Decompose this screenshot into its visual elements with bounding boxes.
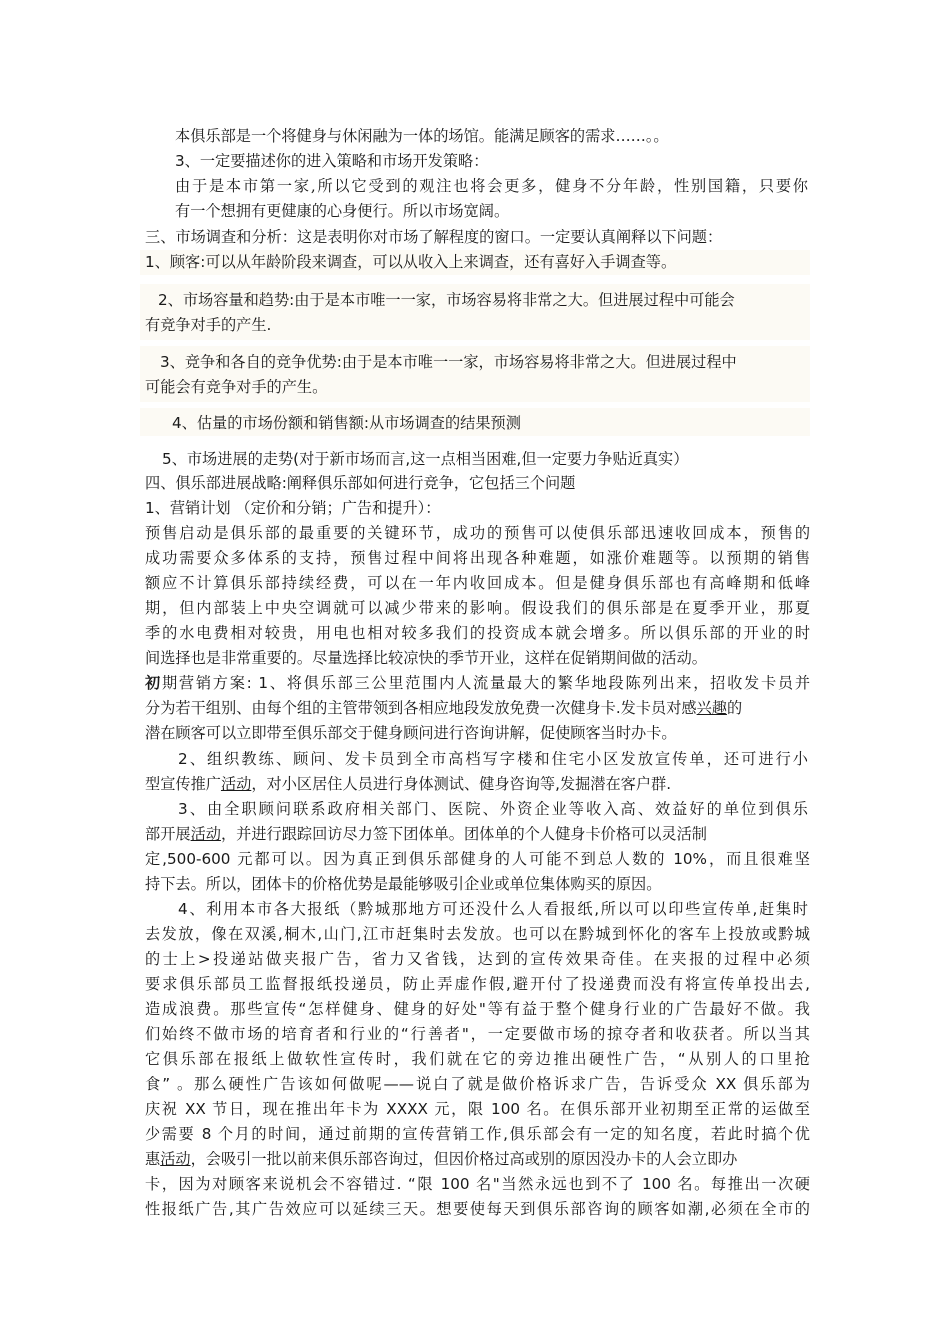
text-line: 3、由全职顾问联系政府相关部门、医院、外资企业等收入高、效益好的单位到俱乐 (178, 800, 808, 818)
text-line: 食” 。那么硬性广告该如何做呢——说白了就是做价格诉求广告，告诉受众 XX 俱乐部为 (145, 1075, 810, 1093)
text-line: 少需要 8 个月的时间，通过前期的宣传营销工作,俱乐部会有一定的知名度，若此时搞个优 (145, 1125, 810, 1143)
text-span: ，会吸引一批以前来俱乐部咨询过，但因价格过高或别的原因没办卡的人会立即办 (190, 1150, 738, 1168)
list-item: 4、估量的市场份额和销售额:从市场调查的结果预测 (172, 414, 521, 432)
text-line: 们始终不做市场的培育者和行业的“行善者"，一定要做市场的掠夺者和收获者。所以当其 (145, 1025, 810, 1043)
text-line: 有一个想拥有更健康的心身便行。所以市场宽阔。 (175, 202, 510, 220)
text-line (145, 1147, 810, 1171)
list-item: 5、市场进展的走势(对于新市场而言,这一点相当困难,但一定要力争贴近真实） (162, 450, 689, 468)
subheading: 1、营销计划 （定价和分销；广告和提升）： (145, 499, 441, 517)
text-span: ，并进行跟踪回访尽力签下团体单。团体单的个人健身卡价格可以灵活制 (220, 825, 707, 843)
underlined-term: 活动 (160, 1150, 191, 1168)
bold-initial: 初 (145, 674, 162, 692)
text-span: 期营销方案: 1、将俱乐部三公里范围内人流量最大的繁华地段陈列出来，招收发卡员并 (161, 674, 811, 692)
text-line: 预售启动是俱乐部的最重要的关键环节，成功的预售可以使俱乐部迅速收回成本，预售的 (145, 524, 810, 542)
text-line: 潜在顾客可以立即带至俱乐部交于健身顾问进行咨询讲解，促使顾客当时办卡。 (145, 724, 677, 742)
text-line: 造成浪费。那些宣传“怎样健身、健身的好处"等有益于整个健身行业的广告最好不做。我 (145, 1000, 810, 1018)
text-line: 额应不计算俱乐部持续经费，可以在一年内收回成本。但是健身俱乐部也有高峰期和低峰 (145, 574, 810, 592)
text-line: 持下去。所以，团体卡的价格优势是最能够吸引企业或单位集体购买的原因。 (145, 875, 662, 893)
list-item: 可能会有竞争对手的产生。 (145, 378, 328, 396)
text-line: 本俱乐部是一个将健身与休闲融为一体的场馆。能满足顾客的需求……。。 (175, 127, 669, 145)
text-span: 惠 (145, 1150, 161, 1168)
text-line: 由于是本市第一家,所以它受到的观注也将会更多，健身不分年龄，性别国籍，只要你 (175, 177, 808, 195)
text-line: 去发放，像在双溪,桐木,山门,江市赶集时去发放。也可以在黔城到怀化的客车上投放或黔城 (145, 925, 810, 943)
text-line: 期，但内部装上中央空调就可以减少带来的影响。假设我们的俱乐部是在夏季开业，那夏 (145, 599, 810, 617)
text-line: 它俱乐部在报纸上做软性宣传时，我们就在它的旁边推出硬性广告，“从别人的口里抢 (145, 1050, 810, 1068)
text-line: 间选择也是非常重要的。尽量选择比较凉快的季节开业，这样在促销期间做的活动。 (145, 649, 707, 667)
text-line: 要求俱乐部员工监督报纸投递员，防止弄虚作假,避开付了投递费而没有将宣传单投出去, (145, 975, 810, 993)
text-line: 的士上>投递站做夹报广告，省力又省钱，达到的宣传效果奇佳。在夹报的过程中必须 (145, 950, 810, 968)
text-line: 4、利用本市各大报纸（黔城那地方可还没什么人看报纸,所以可以印些宣传单,赶集时 (178, 900, 808, 918)
text-line: 成功需要众多体系的支持，预售过程中间将出现各种难题，如涨价难题等。以预期的销售 (145, 549, 810, 567)
underlined-term: 活动 (190, 825, 221, 843)
text-line (145, 671, 810, 695)
text-line: 性报纸广告,其广告效应可以延续三天。想要使每天到俱乐部咨询的顾客如潮,必须在全市的 (145, 1200, 810, 1218)
text-line (145, 772, 810, 796)
text-line: 庆祝 XX 节日，现在推出年卡为 XXXX 元，限 100 名。在俱乐部开业初期至正常的运做至 (145, 1100, 810, 1118)
text-line: 3、一定要描述你的进入策略和市场开发策略： (175, 152, 489, 170)
text-line (145, 822, 810, 846)
section-heading: 四、俱乐部进展战略:阐释俱乐部如何进行竞争，它包括三个问题 (145, 474, 576, 492)
underlined-term: 兴趣 (696, 699, 727, 717)
text-span: 的 (726, 699, 743, 717)
list-item: 有竞争对手的产生. (145, 316, 272, 334)
text-line (145, 696, 810, 720)
underlined-term: 活动 (220, 775, 252, 793)
text-line: 2、组织教练、顾问、发卡员到全市高档写字楼和住宅小区发放宣传单，还可进行小 (178, 750, 808, 768)
text-line: 季的水电费相对较贵，用电也相对较多我们的投资成本就会增多。所以俱乐部的开业的时 (145, 624, 810, 642)
text-span: 分为若干组别、由每个组的主管带领到各相应地段发放免费一次健身卡.发卡员对感 (145, 699, 697, 717)
text-line: 卡，因为对顾客来说机会不容错过. “限 100 名"当然永远也到不了 100 名。每推出一次硬 (145, 1175, 810, 1193)
text-span: ，对小区居住人员进行身体测试、健身咨询等,发掘潜在客户群. (251, 775, 672, 793)
text-span: 型宣传推广 (145, 775, 221, 793)
text-span: 部开展 (145, 825, 191, 843)
text-line: 定,500-600 元都可以。因为真正到俱乐部健身的人可能不到总人数的 10%，而且很难坚 (145, 850, 810, 868)
list-item: 2、市场容量和趋势:由于是本市唯一一家，市场容易将非常之大。但进展过程中可能会 (158, 291, 735, 309)
list-item: 1、顾客:可以从年龄阶段来调查，可以从收入上来调查，还有喜好入手调查等。 (145, 253, 677, 271)
list-item: 3、竞争和各自的竞争优势:由于是本市唯一一家，市场容易将非常之大。但进展过程中 (160, 353, 737, 371)
section-heading: 三、市场调查和分析：这是表明你对市场了解程度的窗口。一定要认真阐释以下问题： (145, 228, 723, 246)
